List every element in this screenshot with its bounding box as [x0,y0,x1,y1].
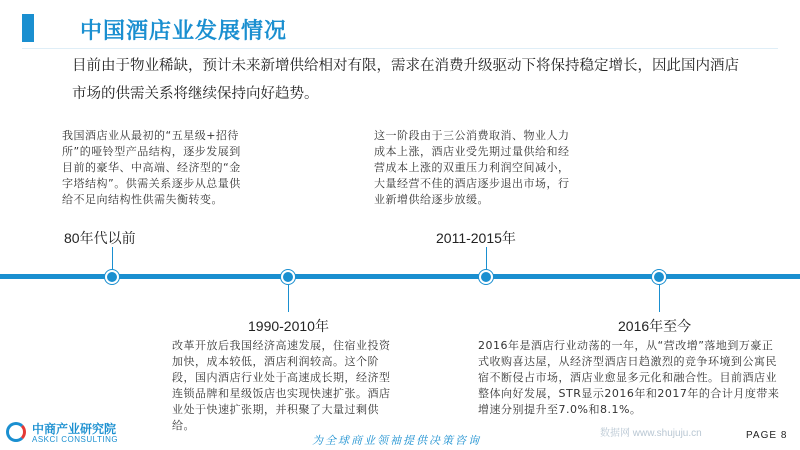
logo-name-cn: 中商产业研究院 [32,422,117,436]
logo-name-en: ASKCI CONSULTING [32,435,119,444]
era-label-2: 1990-2010年 [248,318,329,334]
timeline-axis [0,274,800,279]
title-accent-bar [22,14,34,42]
era-stem-4 [659,284,660,312]
title-bar [22,10,778,48]
era-label-1: 80年代以前 [64,230,136,246]
era-label-4: 2016年至今 [618,318,692,334]
era-stem-1 [112,247,113,272]
era-label-3: 2011-2015年 [436,230,516,246]
era-description-1: 我国酒店业从最初的“五星级+招待所”的哑铃型产品结构，逐步发展到目前的豪华、中高端、经济型的“金字塔结构”。供需关系逐步从总量供给不足向结构性供需失衡转变。 [62,129,241,206]
page-number: PAGE 8 [746,430,788,441]
timeline-dot-2 [281,270,295,284]
intro-paragraph: 目前由于物业稀缺，预计未来新增供给相对有限，需求在消费升级驱动下将保持稳定增长，因此国内酒店市场的供需关系将继续保持向好趋势。 [72,58,739,102]
page-title: 中国酒店业发展情况 [80,19,288,44]
logo-ring-icon [6,422,26,442]
title-divider [22,48,778,49]
timeline-dot-1 [105,270,119,284]
era-description-2: 改革开放后我国经济高速发展，住宿业投资加快，成本较低，酒店利润较高。这个阶段，国内酒店行业处于高速成长期，经济型连锁品牌和星级饭店也实现快速扩张。酒店业处于快速扩张期，并积聚了大量过剩供给。 [172,339,391,432]
era-description-4: 2016年是酒店行业动荡的一年，从“营改增”落地到万豪正式收购喜达屋，从经济型酒店日趋激烈的竞争环境到公寓民宿不断侵占市场，酒店业愈显多元化和融合性。目前酒店业整体向好发展，STR显示2016年和2017年的合计月度带来增速分别提升至7.0%和8.1%。 [478,339,780,416]
company-logo [6,418,156,448]
footer-slogan: 为全球商业领袖提供决策咨询 [312,434,481,447]
timeline-dot-3 [479,270,493,284]
watermark: 数据网 www.shujuju.cn [600,428,702,439]
timeline-dot-4 [652,270,666,284]
era-stem-2 [288,284,289,312]
era-stem-3 [486,247,487,272]
era-description-3: 这一阶段由于三公消费取消、物业人力成本上涨，酒店业受先期过量供给和经营成本上涨的双重压力利润空间减小，大量经营不佳的酒店逐步退出市场，行业新增供给逐步放缓。 [374,129,570,206]
